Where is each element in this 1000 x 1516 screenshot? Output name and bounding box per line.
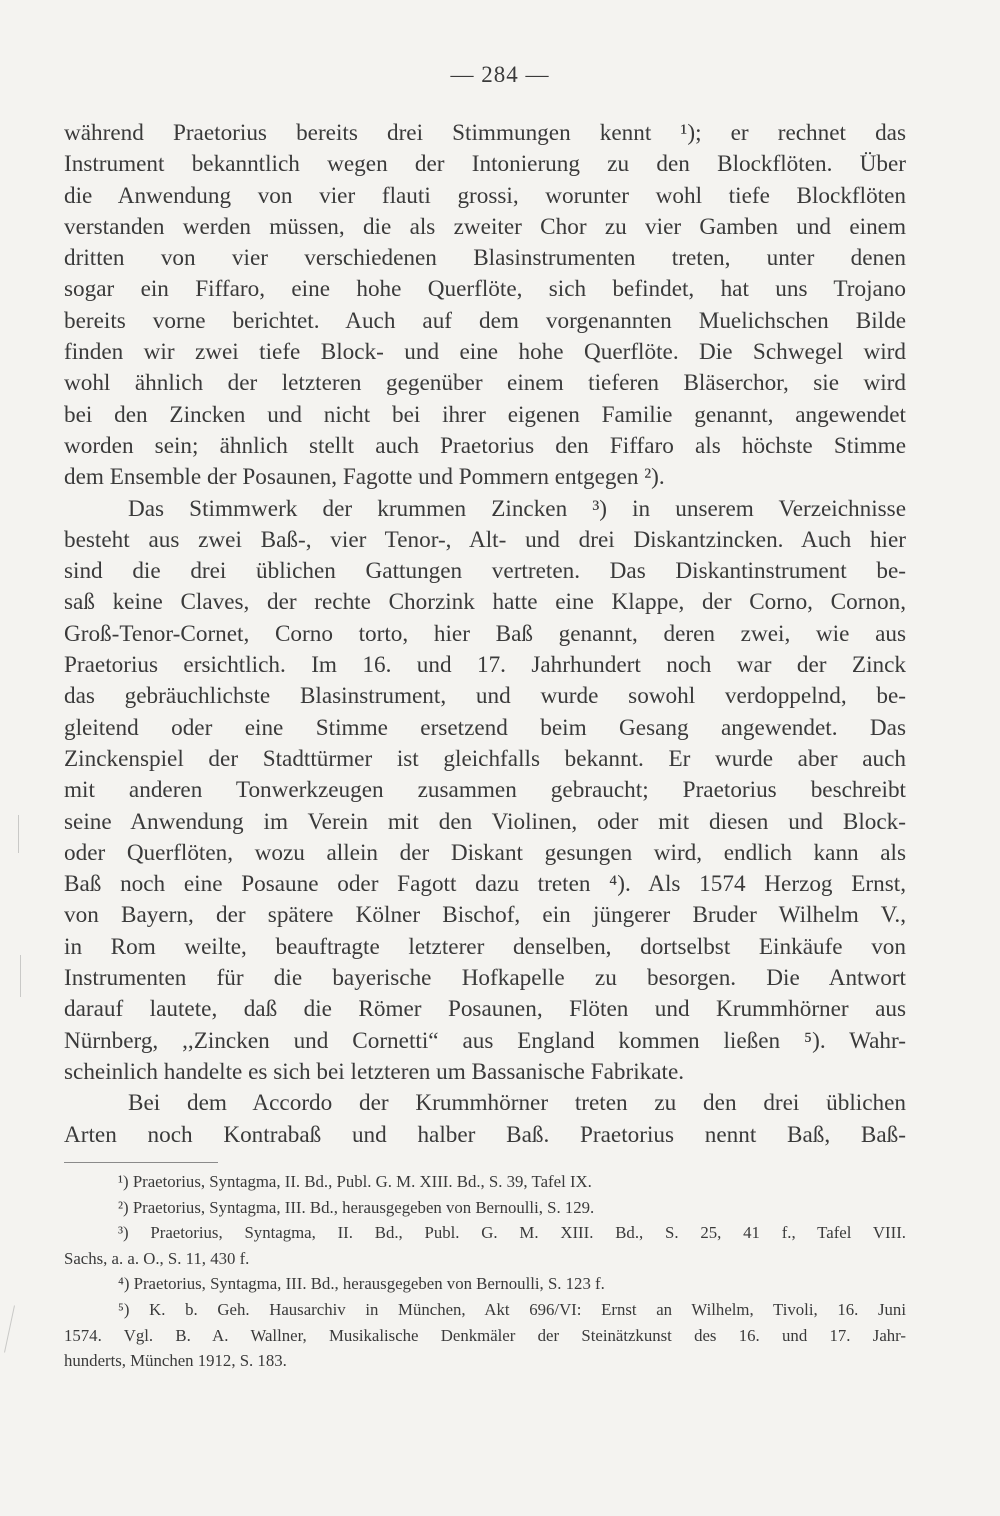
footnote-line: 1574. Vgl. B. A. Wallner, Musikalische Denkmäler der Steinätzkunst des 16. und 17. Jahr-	[64, 1325, 906, 1345]
body-line: besteht aus zwei Baß-, vier Tenor-, Alt- und drei Diskantzincken. Auch hier	[64, 526, 906, 553]
body-line: Nürnberg, ,,Zincken und Cornetti“ aus England kommen ließen ⁵). Wahr-	[64, 1027, 906, 1054]
body-line: darauf lautete, daß die Römer Posaunen, Flöten und Krummhörner aus	[64, 996, 906, 1023]
scan-mark	[4, 1305, 15, 1352]
body-line: in Rom weilte, beauftragte letzterer denselben, dortselbst Einkäufe von	[64, 933, 906, 960]
body-line: Baß noch eine Posaune oder Fagott dazu treten ⁴). Als 1574 Herzog Ernst,	[64, 871, 906, 898]
body-line: Arten noch Kontrabaß und halber Baß. Praetorius nennt Baß, Baß-	[64, 1121, 906, 1148]
body-line: worden sein; ähnlich stellt auch Praetorius den Fiffaro als höchste Stimme	[64, 432, 906, 459]
footnote-line: ¹) Praetorius, Syntagma, II. Bd., Publ. G. M. XIII. Bd., S. 39, Tafel IX.	[118, 1172, 592, 1191]
body-line: Zinckenspiel der Stadttürmer ist gleichfalls bekannt. Er wurde aber auch	[64, 745, 906, 772]
body-line: von Bayern, der spätere Kölner Bischof, ein jüngerer Bruder Wilhelm V.,	[64, 902, 906, 929]
footnote-line: ²) Praetorius, Syntagma, III. Bd., herausgegeben von Bernoulli, S. 129.	[118, 1197, 595, 1217]
body-line: wohl ähnlich der letzteren gegenüber einem tieferen Bläserchor, sie wird	[64, 370, 906, 397]
body-line: finden wir zwei tiefe Block- und eine hohe Querflöte. Die Schwegel wird	[64, 339, 906, 366]
body-text	[64, 118, 906, 1151]
body-line: Instrumenten für die bayerische Hofkapelle zu besorgen. Die Antwort	[64, 965, 906, 992]
body-line: Instrument bekanntlich wegen der Intonierung zu den Blockflöten. Über	[64, 151, 906, 178]
page-number: — 284 —	[450, 62, 550, 87]
body-line: die Anwendung von vier flauti grossi, worunter wohl tiefe Blockflöten	[64, 182, 906, 209]
body-line: gleitend oder eine Stimme ersetzend beim Gesang angewendet. Das	[64, 714, 906, 741]
footnote-line: hunderts, München 1912, S. 183.	[64, 1351, 287, 1371]
scan-mark	[18, 815, 19, 853]
body-line: sind die drei üblichen Gattungen vertreten. Das Diskantinstrument be-	[64, 558, 906, 585]
body-line: verstanden werden müssen, die als zweiter Chor zu vier Gamben und einem	[64, 213, 906, 240]
scan-mark	[20, 955, 21, 997]
footnote-line: ⁵) K. b. Geh. Hausarchiv in München, Akt 696/VI: Ernst an Wilhelm, Tivoli, 16. Juni	[118, 1299, 906, 1319]
footnote-line: ³) Praetorius, Syntagma, II. Bd., Publ. G. M. XIII. Bd., S. 25, 41 f., Tafel VIII.	[118, 1223, 906, 1243]
body-line: bereits vorne berichtet. Auch auf dem vorgenannten Muelichschen Bilde	[64, 307, 906, 334]
body-line: saß keine Claves, der rechte Chorzink hatte eine Klappe, der Corno, Cornon,	[64, 589, 906, 616]
body-line: mit anderen Tonwerkzeugen zusammen gebraucht; Praetorius beschreibt	[64, 777, 906, 804]
body-line: Groß-Tenor-Cornet, Corno torto, hier Baß genannt, deren zwei, wie aus	[64, 620, 906, 647]
body-line: sogar ein Fiffaro, eine hohe Querflöte, sich befindet, hat uns Trojano	[64, 276, 906, 303]
footnote-line: Sachs, a. a. O., S. 11, 430 f.	[64, 1248, 250, 1268]
body-line: das gebräuchlichste Blasinstrument, und wurde sowohl verdoppelnd, be-	[64, 683, 906, 710]
body-line: Das Stimmwerk der krummen Zincken ³) in unserem Verzeichnisse	[128, 495, 906, 522]
body-line: bei den Zincken und nicht bei ihrer eigenen Familie genannt, angewendet	[64, 401, 906, 428]
body-line: oder Querflöten, wozu allein der Diskant gesungen wird, endlich kann als	[64, 839, 906, 866]
body-line: dritten von vier verschiedenen Blasinstrumenten treten, unter denen	[64, 245, 906, 272]
body-line: scheinlich handelte es sich bei letzteren um Bassanische Fabrikate.	[64, 1058, 685, 1085]
body-line: während Praetorius bereits drei Stimmungen kennt ¹); er rechnet das	[64, 120, 906, 146]
body-line: Bei dem Accordo der Krummhörner treten zu den drei üblichen	[128, 1090, 906, 1117]
footnote-divider	[64, 1162, 218, 1163]
footnotes	[64, 1169, 906, 1374]
body-line: Praetorius ersichtlich. Im 16. und 17. Jahrhundert noch war der Zinck	[64, 652, 906, 679]
body-line: dem Ensemble der Posaunen, Fagotte und Pommern entgegen ²).	[64, 464, 665, 491]
body-line: seine Anwendung im Verein mit den Violinen, oder mit diesen und Block-	[64, 808, 906, 835]
footnote-line: ⁴) Praetorius, Syntagma, III. Bd., herausgegeben von Bernoulli, S. 123 f.	[118, 1274, 605, 1294]
